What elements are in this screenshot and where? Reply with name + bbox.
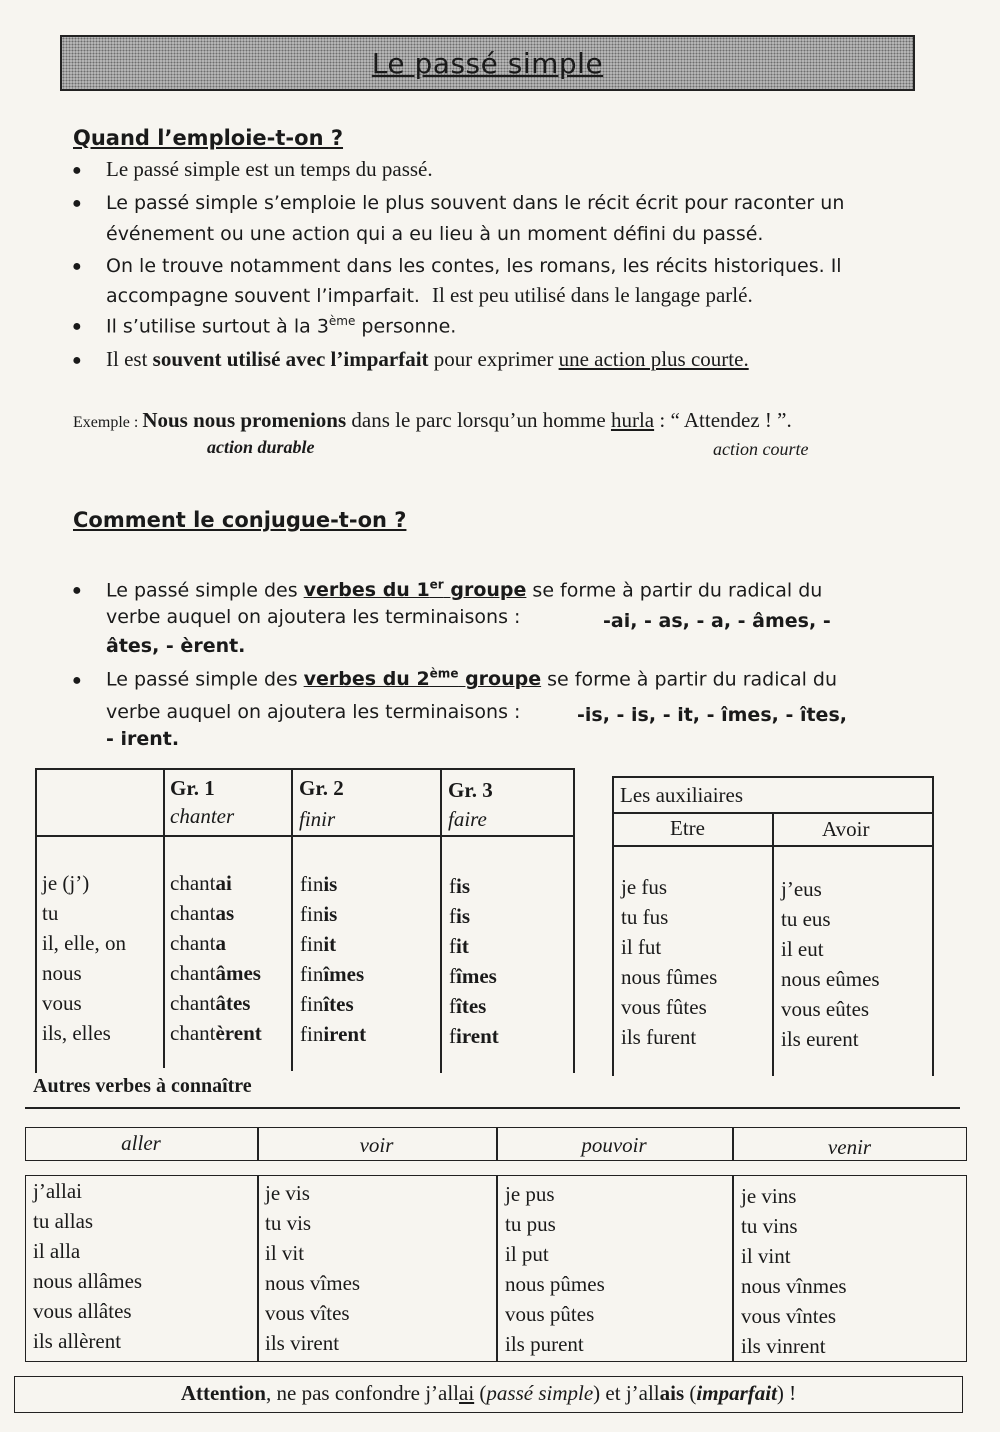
pronoun-cell: tu xyxy=(42,901,59,925)
pouvoir-column xyxy=(505,1179,605,1359)
gr3-form: fis xyxy=(449,904,471,928)
pouvoir-form: tu pus xyxy=(505,1212,556,1236)
voir-form: il vit xyxy=(265,1241,305,1265)
usage-bullet-3-line-2 xyxy=(106,283,753,308)
group2-line-1: Le passé simple des verbes du 2ème groupe se forme à partir du radical du xyxy=(106,667,838,691)
bullet-icon: ● xyxy=(72,582,82,599)
gr2-form: finit xyxy=(300,932,337,956)
gr1-form: chantâmes xyxy=(170,961,261,985)
voir-form: je vis xyxy=(265,1181,310,1205)
avoir-form: il eut xyxy=(781,937,824,961)
example-sentence: Exemple : Nous nous promenions dans le parc lorsqu’un homme hurla : “ Attendez ! ”. xyxy=(73,408,792,432)
gr2-form: finis xyxy=(300,872,338,896)
gr3-form: fîtes xyxy=(449,994,487,1018)
bullet-icon: ● xyxy=(72,195,82,212)
pronoun-cell: nous xyxy=(42,961,82,985)
etre-form: je fus xyxy=(621,875,668,899)
group2-line-2: verbe auquel on ajoutera les terminaisons : xyxy=(106,701,521,723)
gr2-form: finirent xyxy=(300,1022,367,1046)
bullet-icon: ● xyxy=(72,258,82,275)
attention-note: Attention, ne pas confondre j’allai (passé simple) et j’allais (imparfait) ! xyxy=(180,1381,797,1405)
example-note-short: action courte xyxy=(713,439,809,459)
group1-line-1: Le passé simple des verbes du 1er groupe se forme à partir du radical du xyxy=(106,578,823,602)
verb-pouvoir-title: pouvoir xyxy=(581,1133,647,1157)
gr1-form: chantèrent xyxy=(170,1021,262,1045)
venir-form: vous vîntes xyxy=(741,1304,837,1328)
voir-form: tu vis xyxy=(265,1211,312,1235)
avoir-form: nous eûmes xyxy=(781,967,880,991)
avoir-form: vous eûtes xyxy=(781,997,870,1021)
venir-column xyxy=(741,1181,847,1361)
bullet-icon: ● xyxy=(72,352,82,369)
etre-column xyxy=(621,872,717,1052)
voir-column xyxy=(265,1178,360,1358)
avoir-form: j’eus xyxy=(781,877,822,901)
verb-aller-title: aller xyxy=(121,1131,161,1155)
gr3-form: fis xyxy=(449,874,471,898)
voir-form: ils virent xyxy=(265,1331,340,1355)
bullet-icon: ● xyxy=(72,318,82,335)
pouvoir-form: ils purent xyxy=(505,1332,584,1356)
page-title: Le passé simple xyxy=(371,46,604,80)
gr1-column xyxy=(170,868,262,1048)
gr2-column xyxy=(300,869,366,1049)
gr2-form: finîmes xyxy=(300,962,365,986)
aux-title: Les auxiliaires xyxy=(620,783,744,807)
section-heading-usage: Quand l’emploie-t-on ? xyxy=(73,126,344,150)
gr1-form: chantâtes xyxy=(170,991,251,1015)
aller-form: il alla xyxy=(33,1239,81,1263)
pouvoir-form: je pus xyxy=(505,1182,555,1206)
pronoun-cell: je (j’) xyxy=(42,871,90,895)
aller-column xyxy=(33,1176,142,1356)
usage-bullet-3-part-b: Il est peu utilisé dans le langage parlé. xyxy=(431,283,753,307)
gr1-title: Gr. 1 xyxy=(170,776,215,800)
avoir-form: tu eus xyxy=(781,907,831,931)
aller-form: j’allai xyxy=(33,1179,82,1203)
etre-label: Etre xyxy=(670,816,705,840)
pronoun-cell: ils, elles xyxy=(42,1021,111,1045)
gr1-form: chantas xyxy=(170,901,235,925)
group1-line-2: verbe auquel on ajoutera les terminaisons : xyxy=(106,606,521,628)
gr2-verb: finir xyxy=(299,807,336,831)
bullet-icon: ● xyxy=(72,162,82,179)
avoir-label: Avoir xyxy=(822,817,870,841)
usage-bullet-2-line-2: événement ou une action qui a eu lieu à un moment défini du passé. xyxy=(106,223,764,245)
example-note-durable: action durable xyxy=(207,437,315,457)
gr3-form: fîmes xyxy=(449,964,497,988)
usage-bullet-5: Il est souvent utilisé avec l’imparfait pour exprimer une action plus courte. xyxy=(106,347,749,371)
verb-voir-title: voir xyxy=(359,1133,394,1157)
etre-form: ils furent xyxy=(621,1025,697,1049)
gr2-form: finis xyxy=(300,902,338,926)
venir-form: nous vînmes xyxy=(741,1274,847,1298)
gr2-form: finîtes xyxy=(300,992,354,1016)
avoir-column xyxy=(781,874,880,1054)
gr1-form: chanta xyxy=(170,931,226,955)
usage-bullet-3-part-a: accompagne souvent l’imparfait. xyxy=(106,285,420,307)
venir-form: ils vinrent xyxy=(741,1334,826,1358)
gr1-verb: chanter xyxy=(170,804,235,828)
aller-form: nous allâmes xyxy=(33,1269,143,1293)
gr2-title: Gr. 2 xyxy=(299,776,344,800)
gr3-form: firent xyxy=(449,1024,499,1048)
pronoun-column xyxy=(42,868,126,1048)
pouvoir-form: nous pûmes xyxy=(505,1272,605,1296)
group1-endings: -ai, - as, - a, - âmes, - xyxy=(603,610,831,632)
pouvoir-form: il put xyxy=(505,1242,549,1266)
avoir-form: ils eurent xyxy=(781,1027,859,1051)
voir-form: vous vîtes xyxy=(265,1301,350,1325)
gr3-form: fit xyxy=(449,934,469,958)
etre-form: nous fûmes xyxy=(621,965,718,989)
aller-form: ils allèrent xyxy=(33,1329,122,1353)
venir-form: je vins xyxy=(741,1184,797,1208)
usage-bullet-2-line-1: Le passé simple s’emploie le plus souvent dans le récit écrit pour raconter un xyxy=(106,192,845,214)
other-verbs-heading: Autres verbes à connaître xyxy=(33,1075,252,1097)
group2-line-3: - irent. xyxy=(106,728,180,748)
gr3-title: Gr. 3 xyxy=(448,778,493,802)
usage-bullet-3-line-1: On le trouve notamment dans les contes, les romans, les récits historiques. Il xyxy=(106,255,842,277)
venir-form: il vint xyxy=(741,1244,791,1268)
pouvoir-form: vous pûtes xyxy=(505,1302,595,1326)
verb-venir-title: venir xyxy=(827,1135,872,1159)
pronoun-cell: vous xyxy=(42,991,82,1015)
pronoun-cell: il, elle, on xyxy=(42,931,126,955)
gr3-verb: faire xyxy=(448,807,487,831)
etre-form: tu fus xyxy=(621,905,669,929)
venir-form: tu vins xyxy=(741,1214,798,1238)
usage-bullet-1: Le passé simple est un temps du passé. xyxy=(106,157,433,181)
group2-endings: -is, - is, - it, - îmes, - îtes, xyxy=(577,704,847,726)
bullet-icon: ● xyxy=(72,672,82,689)
gr1-form: chantai xyxy=(170,871,232,895)
etre-form: vous fûtes xyxy=(621,995,707,1019)
usage-bullet-4: Il s’utilise surtout à la 3ème personne. xyxy=(106,314,457,338)
title-banner xyxy=(60,35,915,91)
group1-line-3: âtes, - èrent. xyxy=(106,635,246,657)
gr3-column xyxy=(449,871,499,1051)
aller-form: tu allas xyxy=(33,1209,94,1233)
section-heading-conjugation: Comment le conjugue-t-on ? xyxy=(73,508,407,532)
aller-form: vous allâtes xyxy=(33,1299,132,1323)
voir-form: nous vîmes xyxy=(265,1271,361,1295)
etre-form: il fut xyxy=(621,935,662,959)
